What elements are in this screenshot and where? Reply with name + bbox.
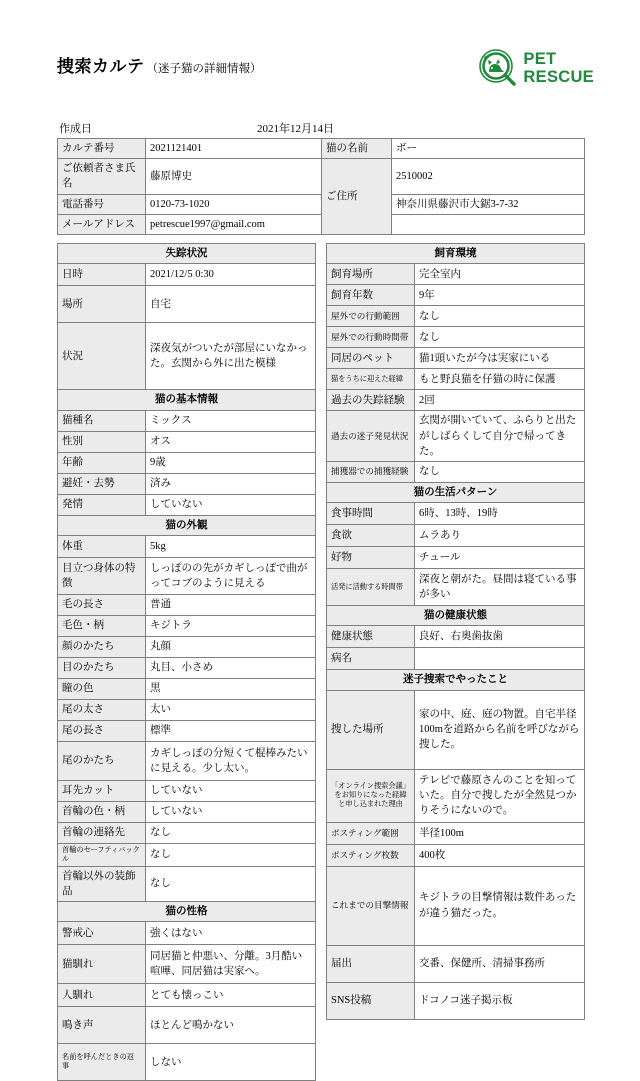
document-page	[0, 50, 640, 1071]
identity-table	[57, 138, 585, 235]
keeping-place-value: 完全室内	[415, 264, 585, 285]
table-row	[327, 411, 585, 462]
ear-tip-cut-value: していない	[146, 780, 316, 801]
body-columns	[57, 243, 584, 1081]
table-row	[327, 461, 585, 482]
table-row	[58, 159, 585, 194]
table-row	[58, 431, 316, 452]
section-header-row	[327, 670, 585, 690]
trap-experience-value: なし	[415, 461, 585, 482]
wariness-label: 警戒心	[58, 922, 146, 945]
face-shape-value: 丸顔	[146, 636, 316, 657]
past-found-situation-value: 玄関が開いていて、ふらりと出たがしばらくして自分で帰ってきた。	[415, 411, 585, 462]
table-row	[58, 741, 316, 780]
online-meeting-reason-label: 「オンライン捜索会議」をお知りになった経緯と申し込まれた理由	[327, 769, 415, 822]
active-hours-label: 活発に活動する時間帯	[327, 569, 415, 606]
human-social-label: 人馴れ	[58, 984, 146, 1007]
table-row	[58, 678, 316, 699]
collar-contact-value: なし	[146, 822, 316, 843]
posting-range-label: ポスティング範囲	[327, 822, 415, 844]
tail-shape-value: カギしっぽの分短くて棍棒みたいに見える。少し太い。	[146, 741, 316, 780]
tail-thickness-value: 太い	[146, 699, 316, 720]
keeping-place-label: 飼育場所	[327, 264, 415, 285]
sightings-label: これまでの目撃情報	[327, 866, 415, 945]
name-response-value: しない	[146, 1044, 316, 1081]
active-hours-value: 深夜と朝がた。昼間は寝ている事が多い	[415, 569, 585, 606]
phone-value: 0120-73-1020	[146, 194, 322, 214]
collar-buckle-value: なし	[146, 843, 316, 866]
eye-shape-label: 目のかたち	[58, 657, 146, 678]
left-column	[57, 243, 315, 1081]
address-label: ご住所	[322, 159, 392, 235]
address-value: 神奈川県藤沢市大鋸3-7-32	[392, 194, 585, 214]
address-filler	[392, 214, 585, 234]
section-environment: 飼育環境	[327, 244, 585, 264]
tail-thickness-label: 尾の太さ	[58, 699, 146, 720]
table-row	[58, 984, 316, 1007]
pet-rescue-logo	[478, 48, 594, 88]
client-name-value: 藤原博史	[146, 159, 322, 194]
human-social-value: とても懐っこい	[146, 984, 316, 1007]
outdoor-hours-label: 屋外での行動時間帯	[327, 327, 415, 348]
phone-label: 電話番号	[58, 194, 146, 214]
table-row	[58, 594, 316, 615]
cat-social-value: 同居猫と仲悪い、分離。3月酷い喧嘩、同居猫は実家へ。	[146, 945, 316, 984]
logo-wordmark	[523, 50, 594, 86]
table-row	[58, 801, 316, 822]
posting-count-label: ポスティング枚数	[327, 844, 415, 866]
keeping-years-value: 9年	[415, 285, 585, 306]
table-row	[327, 626, 585, 648]
table-row	[327, 264, 585, 285]
document-header	[57, 52, 610, 110]
trap-experience-label: 捕獲器での捕獲経験	[327, 461, 415, 482]
section-header-row	[58, 244, 316, 264]
adoption-story-label: 猫をうちに迎えた経緯	[327, 369, 415, 390]
table-row	[58, 945, 316, 984]
report-value: 交番、保健所、清掃事務所	[415, 945, 585, 982]
section-header-row	[58, 902, 316, 922]
collar-buckle-label: 首輪のセーフティバックル	[58, 843, 146, 866]
other-pets-label: 同居のペット	[327, 348, 415, 369]
table-row	[58, 139, 585, 159]
sns-post-label: SNS投稿	[327, 982, 415, 1019]
searched-places-label: 捜した場所	[327, 690, 415, 769]
neuter-value: 済み	[146, 473, 316, 494]
section-header-row	[58, 515, 316, 535]
collar-color-value: していない	[146, 801, 316, 822]
fur-color-value: キジトラ	[146, 615, 316, 636]
table-row	[327, 390, 585, 411]
table-row	[58, 286, 316, 323]
missing-datetime-value: 2021/12/5 0:30	[146, 264, 316, 286]
table-row	[327, 525, 585, 547]
estrus-value: していない	[146, 494, 316, 515]
distinctive-feature-label: 目立つ身体の特徴	[58, 557, 146, 594]
client-name-label: ご依頼者さま氏名	[58, 159, 146, 194]
table-row	[58, 657, 316, 678]
page-title-sub: （迷子猫の詳細情報）	[146, 63, 262, 75]
table-row	[58, 557, 316, 594]
section-header-row	[58, 390, 316, 410]
sightings-value: キジトラの目撃情報は数件あったが違う猫だった。	[415, 866, 585, 945]
favorite-food-label: 好物	[327, 547, 415, 569]
table-row	[327, 348, 585, 369]
table-row	[327, 648, 585, 670]
searched-places-value: 家の中、庭、庭の物置。自宅半径100mを道路から名前を呼びながら捜した。	[415, 690, 585, 769]
eye-color-label: 瞳の色	[58, 678, 146, 699]
table-row	[58, 822, 316, 843]
other-pets-value: 猫1頭いたが今は実家にいる	[415, 348, 585, 369]
section-header-row	[327, 482, 585, 502]
table-row	[58, 922, 316, 945]
weight-label: 体重	[58, 535, 146, 557]
fur-length-label: 毛の長さ	[58, 594, 146, 615]
table-row	[58, 780, 316, 801]
table-row	[327, 306, 585, 327]
face-shape-label: 顔のかたち	[58, 636, 146, 657]
table-row	[327, 945, 585, 982]
favorite-food-value: チュール	[415, 547, 585, 569]
email-value: petrescue1997@gmail.com	[146, 214, 322, 234]
table-row	[58, 615, 316, 636]
table-row	[327, 285, 585, 306]
table-row	[327, 982, 585, 1019]
section-appearance: 猫の外観	[58, 515, 316, 535]
email-label: メールアドレス	[58, 214, 146, 234]
table-row	[58, 194, 585, 214]
table-row	[58, 494, 316, 515]
cat-social-label: 猫馴れ	[58, 945, 146, 984]
eye-shape-value: 丸目、小さめ	[146, 657, 316, 678]
collar-contact-label: 首輪の連絡先	[58, 822, 146, 843]
disease-name-label: 病名	[327, 648, 415, 670]
table-row	[58, 264, 316, 286]
missing-place-value: 自宅	[146, 286, 316, 323]
eye-color-value: 黒	[146, 678, 316, 699]
postal-code-value: 2510002	[392, 159, 585, 194]
fur-color-label: 毛色・柄	[58, 615, 146, 636]
disease-name-value	[415, 648, 585, 670]
age-label: 年齢	[58, 452, 146, 473]
health-status-label: 健康状態	[327, 626, 415, 648]
table-row	[327, 547, 585, 569]
other-accessory-value: なし	[146, 866, 316, 901]
past-missing-count-label: 過去の失踪経験	[327, 390, 415, 411]
tail-length-value: 標準	[146, 720, 316, 741]
karte-number-value: 2021121401	[146, 139, 322, 159]
age-value: 9歳	[146, 452, 316, 473]
table-row	[58, 866, 316, 901]
wariness-value: 強くはない	[146, 922, 316, 945]
keeping-years-label: 飼育年数	[327, 285, 415, 306]
report-label: 届出	[327, 945, 415, 982]
table-row	[58, 1044, 316, 1081]
table-row	[58, 1007, 316, 1044]
section-basic: 猫の基本情報	[58, 390, 316, 410]
tail-length-label: 尾の長さ	[58, 720, 146, 741]
section-search-done: 迷子捜索でやったこと	[327, 670, 585, 690]
meal-time-label: 食事時間	[327, 503, 415, 525]
posting-range-value: 半径100m	[415, 822, 585, 844]
table-row	[58, 843, 316, 866]
table-row	[327, 822, 585, 844]
section-header-row	[327, 606, 585, 626]
appetite-value: ムラあり	[415, 525, 585, 547]
appetite-label: 食欲	[327, 525, 415, 547]
table-row	[58, 214, 585, 234]
voice-label: 鳴き声	[58, 1007, 146, 1044]
table-row	[58, 410, 316, 431]
outdoor-range-label: 屋外での行動範囲	[327, 306, 415, 327]
table-row	[58, 452, 316, 473]
cat-name-value: ボー	[392, 139, 585, 159]
posting-count-value: 400枚	[415, 844, 585, 866]
voice-value: ほとんど鳴かない	[146, 1007, 316, 1044]
created-date-value: 2021年12月14日	[257, 123, 334, 135]
left-table	[57, 243, 316, 1081]
section-header-row	[327, 244, 585, 264]
breed-label: 猫種名	[58, 410, 146, 431]
section-personality: 猫の性格	[58, 902, 316, 922]
table-row	[58, 720, 316, 741]
table-row	[327, 569, 585, 606]
fur-length-value: 普通	[146, 594, 316, 615]
health-status-value: 良好、右奥歯抜歯	[415, 626, 585, 648]
neuter-label: 避妊・去勢	[58, 473, 146, 494]
table-row	[58, 473, 316, 494]
past-found-situation-label: 過去の迷子発見状況	[327, 411, 415, 462]
page-title	[57, 52, 262, 77]
table-row	[58, 699, 316, 720]
table-row	[327, 503, 585, 525]
logo-line-1: PET	[523, 50, 557, 68]
sns-post-value: ドコノコ迷子掲示板	[415, 982, 585, 1019]
table-row	[58, 535, 316, 557]
past-missing-count-value: 2回	[415, 390, 585, 411]
breed-value: ミックス	[146, 410, 316, 431]
missing-datetime-label: 日時	[58, 264, 146, 286]
missing-situation-label: 状況	[58, 323, 146, 390]
table-row	[58, 636, 316, 657]
karte-number-label: カルテ番号	[58, 139, 146, 159]
cat-in-magnifier-icon	[478, 48, 518, 88]
table-row	[58, 323, 316, 390]
online-meeting-reason-value: テレビで藤原さんのことを知っていた。自分で捜したが全然見つかりそうにないので。	[415, 769, 585, 822]
missing-situation-value: 深夜気がついたが部屋にいなかった。玄関から外に出た模様	[146, 323, 316, 390]
table-row	[327, 844, 585, 866]
ear-tip-cut-label: 耳先カット	[58, 780, 146, 801]
table-row	[327, 369, 585, 390]
adoption-story-value: もと野良猫を仔猫の時に保護	[415, 369, 585, 390]
meal-time-value: 6時、13時、19時	[415, 503, 585, 525]
created-date-line	[57, 120, 584, 135]
page-title-main: 捜索カルテ	[57, 57, 145, 76]
cat-name-label: 猫の名前	[322, 139, 392, 159]
logo-line-2: RESCUE	[523, 68, 594, 86]
section-health: 猫の健康状態	[327, 606, 585, 626]
table-row	[327, 690, 585, 769]
section-lifestyle: 猫の生活パターン	[327, 482, 585, 502]
weight-value: 5kg	[146, 535, 316, 557]
outdoor-hours-value: なし	[415, 327, 585, 348]
created-date-label: 作成日	[59, 123, 92, 135]
distinctive-feature-value: しっぽのの先がカギしっぽで曲がってコブのように見える	[146, 557, 316, 594]
missing-place-label: 場所	[58, 286, 146, 323]
right-table	[326, 243, 585, 1020]
sex-label: 性別	[58, 431, 146, 452]
collar-color-label: 首輪の色・柄	[58, 801, 146, 822]
tail-shape-label: 尾のかたち	[58, 741, 146, 780]
table-row	[327, 769, 585, 822]
estrus-label: 発情	[58, 494, 146, 515]
outdoor-range-value: なし	[415, 306, 585, 327]
table-row	[327, 327, 585, 348]
section-missing: 失踪状況	[58, 244, 316, 264]
right-column	[326, 243, 584, 1020]
sex-value: オス	[146, 431, 316, 452]
other-accessory-label: 首輪以外の装飾品	[58, 866, 146, 901]
name-response-label: 名前を呼んだときの返事	[58, 1044, 146, 1081]
